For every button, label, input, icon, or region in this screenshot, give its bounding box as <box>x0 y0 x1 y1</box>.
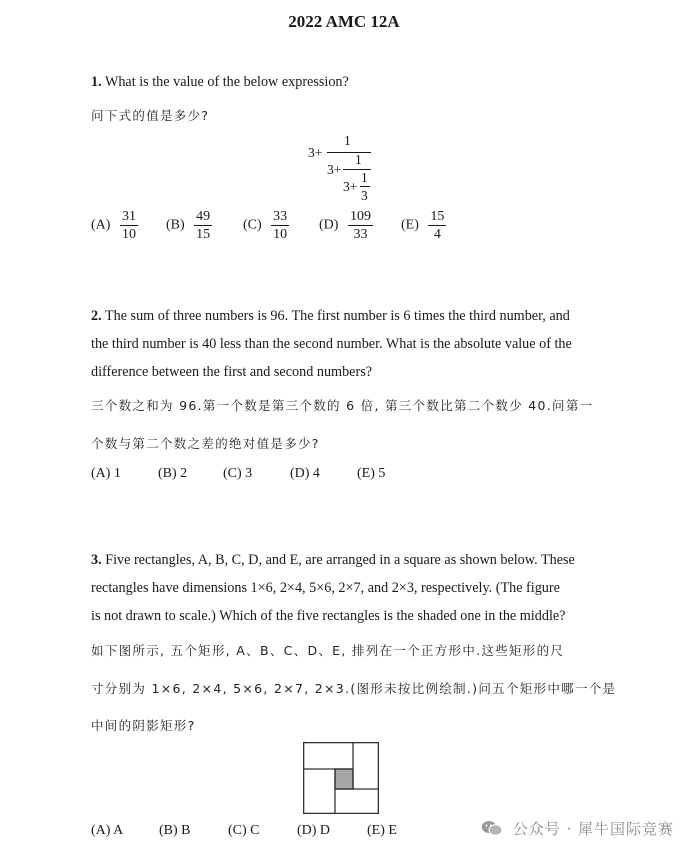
q2-zh-2: 个数与第二个数之差的绝对值是多少? <box>91 436 320 451</box>
q3-option-d[interactable]: (D) D <box>297 823 331 838</box>
q2-option-c[interactable]: (C) 3 <box>223 466 253 481</box>
watermark-text: 公众号 · 犀牛国际竞赛 <box>512 820 674 838</box>
q3-shaded-rectangle <box>335 769 353 789</box>
q1-text <box>91 73 349 91</box>
q1-option-d-fraction: $\frac{109}{33}$ <box>349 209 371 242</box>
q1-option-a-label: (A) <box>91 217 111 233</box>
q2-option-b[interactable]: (B) 2 <box>158 466 188 481</box>
q1-option-b-fraction: $\frac{49}{15}$ <box>196 209 211 242</box>
q3-number: 3. <box>91 552 102 568</box>
q3-option-c[interactable]: (C) C <box>228 823 260 838</box>
q1-option-b[interactable] <box>166 208 212 243</box>
cf-one-2: 1 <box>355 152 362 167</box>
q1-option-c-fraction: $\frac{33}{10}$ <box>273 209 288 242</box>
q1-option-a-fraction: $\frac{31}{10}$ <box>121 209 136 242</box>
q1-option-d-label: (D) <box>319 217 339 233</box>
q1-option-a[interactable] <box>91 208 138 243</box>
q3-zh-3: 中间的阴影矩形? <box>91 718 196 733</box>
q1-option-c[interactable] <box>243 208 289 243</box>
q3-line-1 <box>91 551 575 569</box>
q1-number: 1. <box>91 74 102 90</box>
q2-line-1-text: The sum of three numbers is 96. The first number is 6 times the third number, and <box>104 308 570 324</box>
q1-zh: 问下式的值是多少? <box>91 108 210 123</box>
q2-number: 2. <box>91 308 102 324</box>
page-title: 2022 AMC 12A <box>288 12 400 31</box>
q2-line-3: difference between the first and second numbers? <box>91 364 373 380</box>
q3-zh-2: 寸分别为 1×6, 2×4, 5×6, 2×7, 2×3.(图形未按比例绘制.)问五个矩形中哪一个是 <box>91 681 617 696</box>
q1-option-c-label: (C) <box>243 217 262 233</box>
q3-line-1-text: Five rectangles, A, B, C, D, and E, are arranged in a square as shown below. These <box>105 552 575 568</box>
cf-term-2: 3+ <box>327 162 342 177</box>
q1-option-b-label: (B) <box>166 217 185 233</box>
q1-option-e-label: (E) <box>401 217 419 233</box>
q1-option-e[interactable] <box>401 208 446 243</box>
q3-option-a[interactable]: (A) A <box>91 823 124 838</box>
cf-term-1: 3+ <box>308 145 323 160</box>
q3-zh-1: 如下图所示, 五个矩形, A、B、C、D、E, 排列在一个正方形中.这些矩形的尺 <box>91 643 565 658</box>
q2-zh-1: 三个数之和为 96.第一个数是第三个数的 6 倍, 第三个数比第二个数少 40.问第一 <box>91 398 594 413</box>
q2-option-a[interactable]: (A) 1 <box>91 466 121 481</box>
cf-term-3: 3+ <box>343 179 358 194</box>
q1-continued-fraction <box>300 133 390 208</box>
q2-line-1 <box>91 307 570 325</box>
q1-option-d[interactable] <box>319 208 373 243</box>
cf-bar-1 <box>327 152 371 153</box>
watermark <box>481 818 674 839</box>
q2-option-d[interactable]: (D) 4 <box>290 466 320 481</box>
q2-line-2: the third number is 40 less than the second number. What is the absolute value of the <box>91 336 572 352</box>
q3-rectangles-figure <box>303 742 379 814</box>
cf-bar-3 <box>360 186 370 187</box>
cf-one-3: 1 <box>361 170 368 185</box>
q3-option-e[interactable]: (E) E <box>367 823 397 838</box>
q2-option-e[interactable]: (E) 5 <box>357 466 386 481</box>
q1-question: What is the value of the below expression? <box>104 74 349 90</box>
q3-line-3: is not drawn to scale.) Which of the five rectangles is the shaded one in the middle? <box>91 608 566 624</box>
q3-option-b[interactable]: (B) B <box>159 823 191 838</box>
q3-line-2: rectangles have dimensions 1×6, 2×4, 5×6, 2×7, and 2×3, respectively. (The figure <box>91 580 560 596</box>
q1-option-e-fraction: $\frac{15}{4}$ <box>430 209 445 242</box>
wechat-icon <box>481 820 503 836</box>
cf-three: 3 <box>361 188 368 203</box>
cf-one-1: 1 <box>344 133 351 148</box>
